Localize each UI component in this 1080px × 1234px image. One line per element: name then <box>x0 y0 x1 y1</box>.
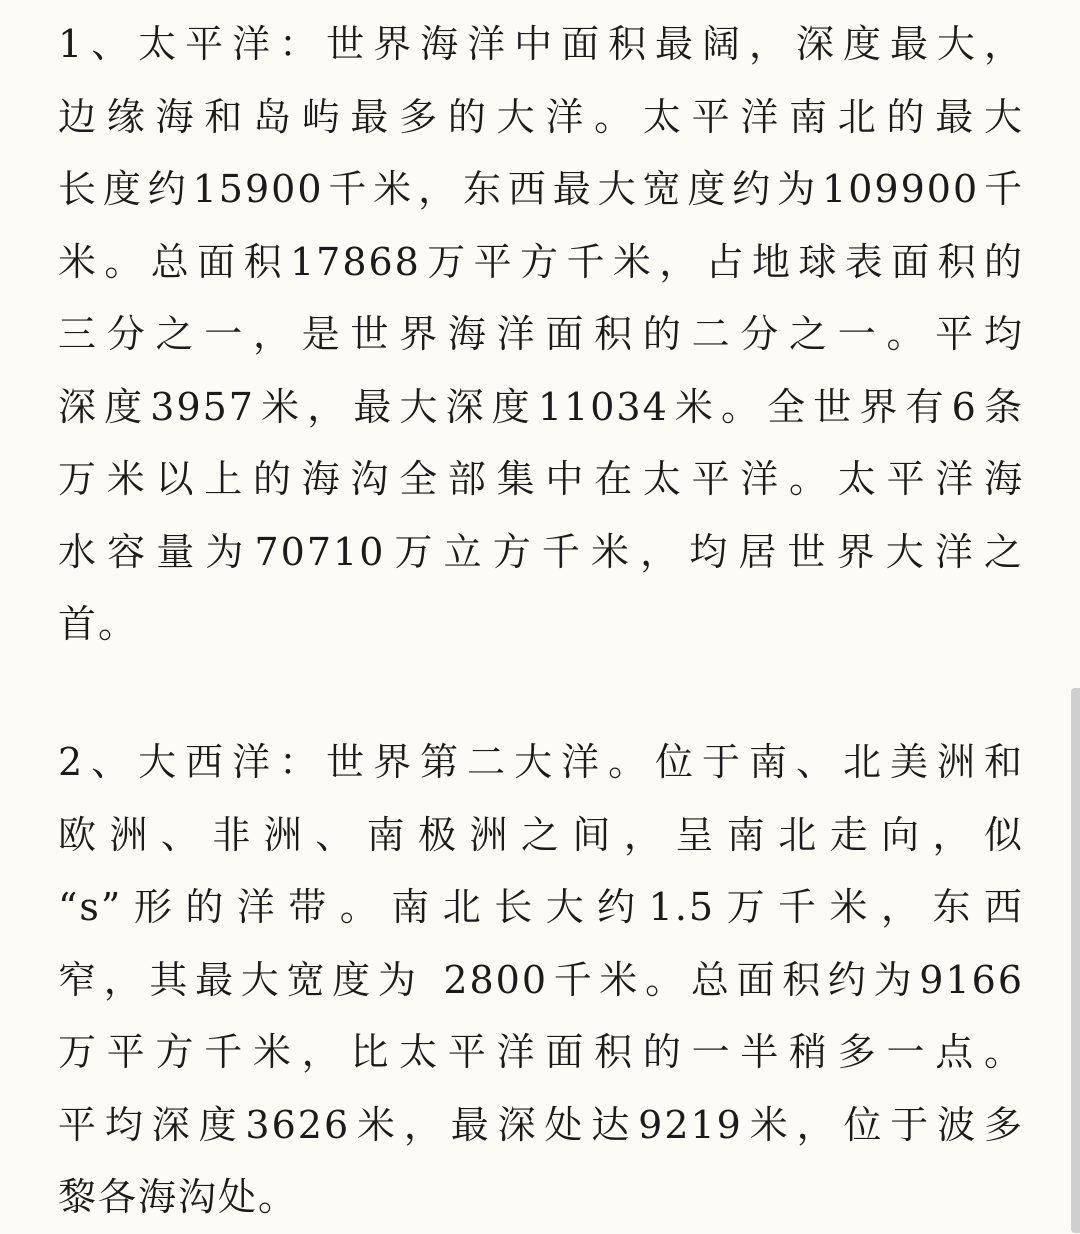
text-line: 水容量为70710万立方千米，均居世界大洋之 <box>58 529 1024 574</box>
scrollbar[interactable] <box>1071 688 1080 1233</box>
text-line: 窄，其最大宽度为 2800千米。总面积约为9166 <box>58 957 1024 1002</box>
text-line: 平均深度3626米，最深处达9219米，位于波多 <box>58 1102 1024 1147</box>
text-line: 深度3957米，最大深度11034米。全世界有6条 <box>58 384 1024 429</box>
text-line: 三分之一，是世界海洋面积的二分之一。平均 <box>58 312 1024 356</box>
paragraph-pacific-ocean <box>58 8 1024 661</box>
text-line: 1、太平洋：世界海洋中面积最阔，深度最大， <box>58 22 1024 66</box>
text-line: 2、大西洋：世界第二大洋。位于南、北美洲和 <box>58 740 1024 784</box>
paragraph-atlantic-ocean <box>58 726 1024 1234</box>
text-line: 万平方千米，比太平洋面积的一半稍多一点。 <box>58 1030 1024 1074</box>
text-line: 长度约15900千米，东西最大宽度约为109900千 <box>58 167 1024 211</box>
text-line: 万米以上的海沟全部集中在太平洋。太平洋海 <box>58 457 1024 501</box>
text-line: “s”形的洋带。南北长大约1.5万千米，东西 <box>58 885 1024 929</box>
text-line: 边缘海和岛屿最多的大洋。太平洋南北的最大 <box>58 94 1024 139</box>
text-line: 黎各海沟处。 <box>58 1175 299 1219</box>
text-line: 米。总面积17868万平方千米，占地球表面积的 <box>58 239 1024 284</box>
text-line: 首。 <box>58 602 139 646</box>
text-line: 欧洲、非洲、南极洲之间，呈南北走向，似 <box>58 812 1024 857</box>
